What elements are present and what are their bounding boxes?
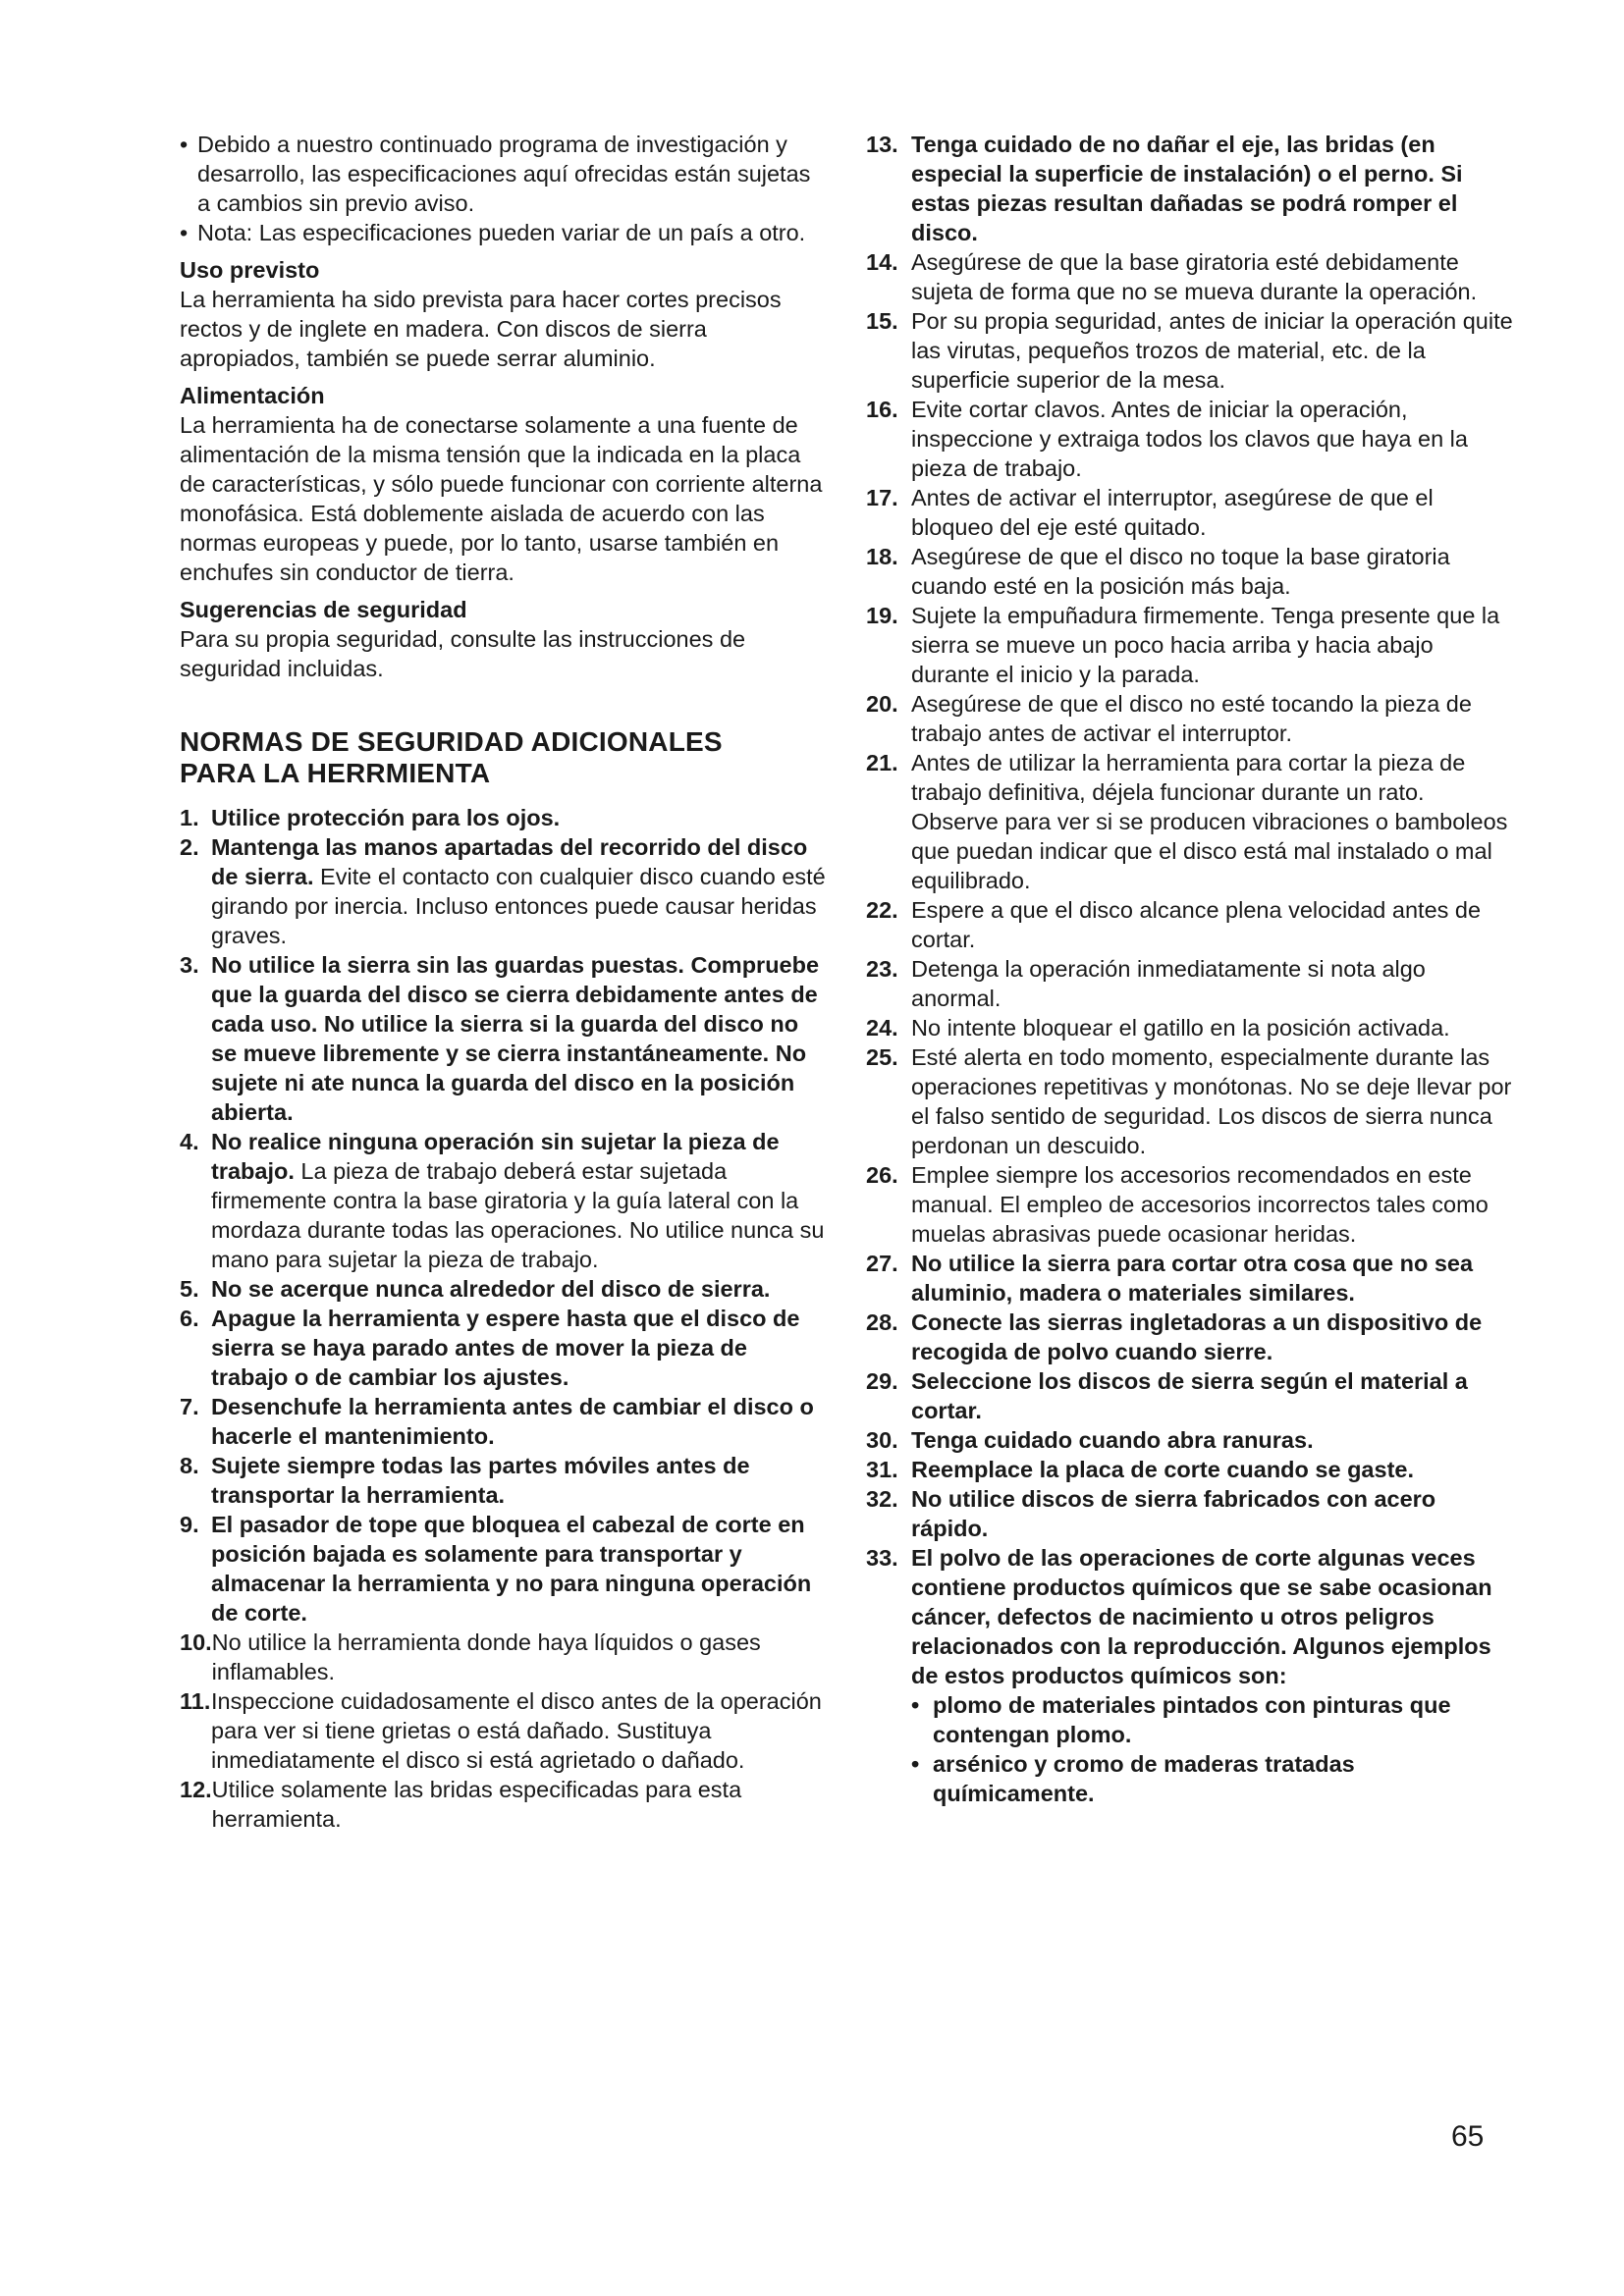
rule-item <box>866 1308 1514 1366</box>
rule-body <box>211 1451 828 1510</box>
rule-item <box>180 1510 828 1628</box>
rule-number: 18. <box>866 544 898 569</box>
rule-bold-text: Reemplace la placa de corte cuando se gaste. <box>911 1457 1414 1482</box>
rule-number: 25. <box>866 1044 898 1070</box>
alimentacion-text: La herramienta ha de conectarse solamente a una fuente de alimentación de la misma tensión que la indicada en la placa de características, y sólo puede funcionar con corriente alterna monofásica. Está doblemente aislada de acuerdo con las normas europeas y puede, por lo tanto, usarse también en enchufes sin conductor de tierra. <box>180 412 823 585</box>
rule-text: Espere a que el disco alcance plena velocidad antes de cortar. <box>911 897 1482 952</box>
rule-item <box>180 1127 828 1274</box>
rule-item <box>180 832 828 950</box>
rule-number: 24. <box>866 1015 898 1041</box>
right-column <box>866 130 1514 1808</box>
rule-body <box>911 1308 1514 1366</box>
rule-body <box>911 1484 1514 1543</box>
rule-number: 28. <box>866 1309 898 1335</box>
rule-bold-text: Apague la herramienta y espere hasta que el disco de sierra se haya parado antes de mover la pieza de trabajo o de cambiar los ajustes. <box>211 1306 800 1390</box>
rule-body <box>911 247 1514 306</box>
rule-number: 31. <box>866 1457 898 1482</box>
rule-body <box>211 832 828 950</box>
rule-item <box>180 1686 828 1775</box>
rule-bold-text: Utilice protección para los ojos. <box>211 805 561 830</box>
rule-text: Evite cortar clavos. Antes de iniciar la operación, inspeccione y extraiga todos los clavos que haya en la pieza de trabajo. <box>911 397 1468 481</box>
rule-number: 7. <box>180 1394 199 1419</box>
rule-text: Utilice solamente las bridas especificadas para esta herramienta. <box>211 1777 742 1832</box>
page-number: 65 <box>1451 2120 1485 2153</box>
rule-text: Antes de utilizar la herramienta para cortar la pieza de trabajo definitiva, déjela funcionar durante un rato. Observe para ver si se producen vibraciones o bamboleos que puedan indicar que el disco está mal instalado o mal equilibrado. <box>911 750 1508 893</box>
rule-item <box>866 601 1514 689</box>
rule-body <box>911 1042 1514 1160</box>
rule-bold-text: No utilice discos de sierra fabricados con acero rápido. <box>911 1486 1436 1541</box>
rule-text: No utilice la herramienta donde haya líquidos o gases inflamables. <box>211 1629 761 1684</box>
safety-rules-heading <box>180 726 828 789</box>
rule-item <box>180 1392 828 1451</box>
rule-number: 16. <box>866 397 898 422</box>
rule-number: 22. <box>866 897 898 923</box>
rule-item <box>866 954 1514 1013</box>
rule-number: 10. <box>180 1629 212 1655</box>
uso-previsto-heading: Uso previsto <box>180 257 320 283</box>
rule-body <box>211 1510 828 1628</box>
rule-body <box>211 950 828 1127</box>
rule-body <box>911 1013 1514 1042</box>
rule-bold-text: Desenchufe la herramienta antes de cambiar el disco o hacerle el mantenimiento. <box>211 1394 814 1449</box>
sugerencias-heading: Sugerencias de seguridad <box>180 597 467 622</box>
rule-body <box>911 689 1514 748</box>
rule-body <box>212 1628 828 1686</box>
rule-bold-text: Conecte las sierras ingletadoras a un dispositivo de recogida de polvo cuando sierre. <box>911 1309 1483 1364</box>
rule-bold-text: No utilice la sierra para cortar otra cosa que no sea aluminio, madera o materiales similares. <box>911 1251 1474 1306</box>
rule-number: 17. <box>866 485 898 510</box>
rule-body <box>911 483 1514 542</box>
rule-bold-text: Tenga cuidado cuando abra ranuras. <box>911 1427 1314 1453</box>
rule-body <box>211 1304 828 1392</box>
rule-text: Asegúrese de que la base giratoria esté debidamente sujeta de forma que no se mueva durante la operación. <box>911 249 1478 304</box>
rule-body <box>211 803 828 832</box>
alimentacion-heading: Alimentación <box>180 383 325 408</box>
sub-bullet-lead: • plomo de materiales pintados con pinturas que contengan plomo. <box>911 1690 1514 1749</box>
rule-number: 32. <box>866 1486 898 1512</box>
rule-body <box>211 1686 828 1775</box>
rule-text: No intente bloquear el gatillo en la posición activada. <box>911 1015 1450 1041</box>
rule-number: 8. <box>180 1453 199 1478</box>
rule-text: Asegúrese de que el disco no esté tocando la pieza de trabajo antes de activar el interruptor. <box>911 691 1472 746</box>
sugerencias-text: Para su propia seguridad, consulte las instrucciones de seguridad incluidas. <box>180 626 746 681</box>
rule-body <box>911 1366 1514 1425</box>
rule-item <box>866 1160 1514 1249</box>
rule-body <box>911 1160 1514 1249</box>
rule-item <box>866 1484 1514 1543</box>
rule-text: Por su propia seguridad, antes de iniciar la operación quite las virutas, pequeños trozos de material, etc. de la superficie superior de la mesa. <box>911 308 1513 393</box>
rule-item <box>866 1366 1514 1425</box>
rule-text: Inspeccione cuidadosamente el disco antes de la operación para ver si tiene grietas o está dañado. Sustituya inmediatamente el disco si está agrietado o dañado. <box>211 1688 822 1773</box>
rule-item <box>180 1304 828 1392</box>
rule-text: Detenga la operación inmediatamente si nota algo anormal. <box>911 956 1426 1011</box>
rule-number: 33. <box>866 1545 898 1571</box>
right-rule-list <box>866 130 1514 1690</box>
rule-number: 20. <box>866 691 898 717</box>
rule-body <box>911 542 1514 601</box>
rule-number: 4. <box>180 1129 199 1154</box>
rule-text: Evite el contacto con cualquier disco cuando esté girando por inercia. Incluso entonces puede causar heridas graves. <box>211 864 826 948</box>
rule-item <box>866 1543 1514 1690</box>
rule-bold-text: No utilice la sierra sin las guardas puestas. Compruebe que la guarda del disco se cierra debidamente antes de cada uso. No utilice la sierra si la guarda del disco no se mueve libremente y se cierra instantáneamente. No sujete ni ate nunca la guarda del disco en la posición abierta. <box>211 952 820 1125</box>
rule-item <box>866 1425 1514 1455</box>
rule-bold-text: Tenga cuidado de no dañar el eje, las bridas (en especial la superficie de instalación) o el perno. Si estas piezas resultan dañadas se podrá romper el disco. <box>911 132 1463 245</box>
rule-text: Antes de activar el interruptor, asegúrese de que el bloqueo del eje esté quitado. <box>911 485 1434 540</box>
rule-body <box>212 1775 828 1834</box>
rule-body <box>911 1249 1514 1308</box>
rule-item <box>866 395 1514 483</box>
rule-body <box>911 601 1514 689</box>
rule-number: 26. <box>866 1162 898 1188</box>
rule-item <box>180 1775 828 1834</box>
rule-item <box>866 1455 1514 1484</box>
rule-text: Emplee siempre los accesorios recomendados en este manual. El empleo de accesorios incorrectos tales como muelas abrasivas puede ocasionar heridas. <box>911 1162 1489 1247</box>
rule-text: Esté alerta en todo momento, especialmente durante las operaciones repetitivas y monótonas. No se deje llevar por el falso sentido de seguridad. Los discos de sierra nunca perdonan un descuido. <box>911 1044 1512 1158</box>
spec-country-note-bullet: • Nota: Las especificaciones pueden variar de un país a otro. <box>180 218 828 247</box>
rule-body <box>911 130 1514 247</box>
rule-body <box>211 1127 828 1274</box>
rule-item <box>866 1249 1514 1308</box>
rule-number: 27. <box>866 1251 898 1276</box>
rule-number: 29. <box>866 1368 898 1394</box>
rule-body <box>911 748 1514 895</box>
rule-number: 12. <box>180 1777 212 1802</box>
rule-number: 23. <box>866 956 898 982</box>
rule-item <box>866 542 1514 601</box>
rule-item <box>866 1042 1514 1160</box>
safety-rules-heading-line-1: NORMAS DE SEGURIDAD ADICIONALES <box>180 726 723 757</box>
rule-number: 9. <box>180 1512 199 1537</box>
rule-number: 14. <box>866 249 898 275</box>
rule-number: 19. <box>866 603 898 628</box>
rule-item <box>180 1274 828 1304</box>
rule-bold-text: El polvo de las operaciones de corte algunas veces contiene productos químicos que se sabe ocasionan cáncer, defectos de nacimiento u otros peligros relacionados con la reproducción. Algunos ejemplos de estos productos químicos son: <box>911 1545 1492 1688</box>
rule-item <box>866 895 1514 954</box>
rule-bold-text: Sujete siempre todas las partes móviles antes de transportar la herramienta. <box>211 1453 750 1508</box>
rule-bold-text: El pasador de tope que bloquea el cabezal de corte en posición bajada es solamente para transportar y almacenar la herramienta y no para ninguna operación de corte. <box>211 1512 812 1626</box>
rule-number: 2. <box>180 834 199 860</box>
rule-number: 21. <box>866 750 898 775</box>
rule-number: 6. <box>180 1306 199 1331</box>
rule-bold-text: Mantenga las manos apartadas del recorrido del disco de sierra. <box>211 834 808 889</box>
rule-body <box>211 1274 828 1304</box>
rule-body <box>911 306 1514 395</box>
rule-item <box>866 130 1514 247</box>
rule-item <box>180 803 828 832</box>
rule-item <box>180 1451 828 1510</box>
rule-text: Asegúrese de que el disco no toque la base giratoria cuando esté en la posición más baja. <box>911 544 1450 599</box>
rule-number: 15. <box>866 308 898 334</box>
spec-notice-bullet: • Debido a nuestro continuado programa de investigación y desarrollo, las especificaciones aquí ofrecidas están sujetas a cambios sin previo aviso. <box>180 130 828 218</box>
rule-text: Sujete la empuñadura firmemente. Tenga presente que la sierra se mueve un poco hacia arriba y hacia abajo durante el inicio y la parada. <box>911 603 1500 687</box>
rule-item <box>866 748 1514 895</box>
rule-item <box>866 1013 1514 1042</box>
left-column <box>180 130 828 1834</box>
rule-body <box>911 1543 1514 1690</box>
rule-body <box>911 895 1514 954</box>
rule-bold-text: No realice ninguna operación sin sujetar la pieza de trabajo. <box>211 1129 780 1184</box>
rule-body <box>911 395 1514 483</box>
sub-bullet-arsenic: • arsénico y cromo de maderas tratadas químicamente. <box>911 1749 1514 1808</box>
rule-body <box>911 1425 1514 1455</box>
rule-item <box>866 306 1514 395</box>
rule-item <box>866 689 1514 748</box>
rule-bold-text: Seleccione los discos de sierra según el material a cortar. <box>911 1368 1468 1423</box>
rule-number: 3. <box>180 952 199 978</box>
rule-body <box>911 954 1514 1013</box>
rule-body <box>211 1392 828 1451</box>
rule-item <box>180 950 828 1127</box>
left-rule-list <box>180 803 828 1834</box>
uso-previsto-text: La herramienta ha sido prevista para hacer cortes precisos rectos y de inglete en madera. Con discos de sierra apropiados, también se puede serrar aluminio. <box>180 287 782 371</box>
rule-number: 5. <box>180 1276 199 1302</box>
safety-rules-heading-line-2: PARA LA HERRMIENTA <box>180 758 491 788</box>
rule-text: La pieza de trabajo deberá estar sujetada firmemente contra la base giratoria y la guía lateral con la mordaza durante todas las operaciones. No utilice nunca su mano para sujetar la pieza de trabajo. <box>211 1158 825 1272</box>
rule-item <box>866 483 1514 542</box>
rule-bold-text: No se acerque nunca alrededor del disco de sierra. <box>211 1276 771 1302</box>
rule-number: 30. <box>866 1427 898 1453</box>
rule-number: 13. <box>866 132 898 157</box>
rule-item <box>866 247 1514 306</box>
rule-item <box>180 1628 828 1686</box>
rule-body <box>911 1455 1514 1484</box>
rule-number: 1. <box>180 805 199 830</box>
rule-number: 11. <box>180 1688 211 1714</box>
